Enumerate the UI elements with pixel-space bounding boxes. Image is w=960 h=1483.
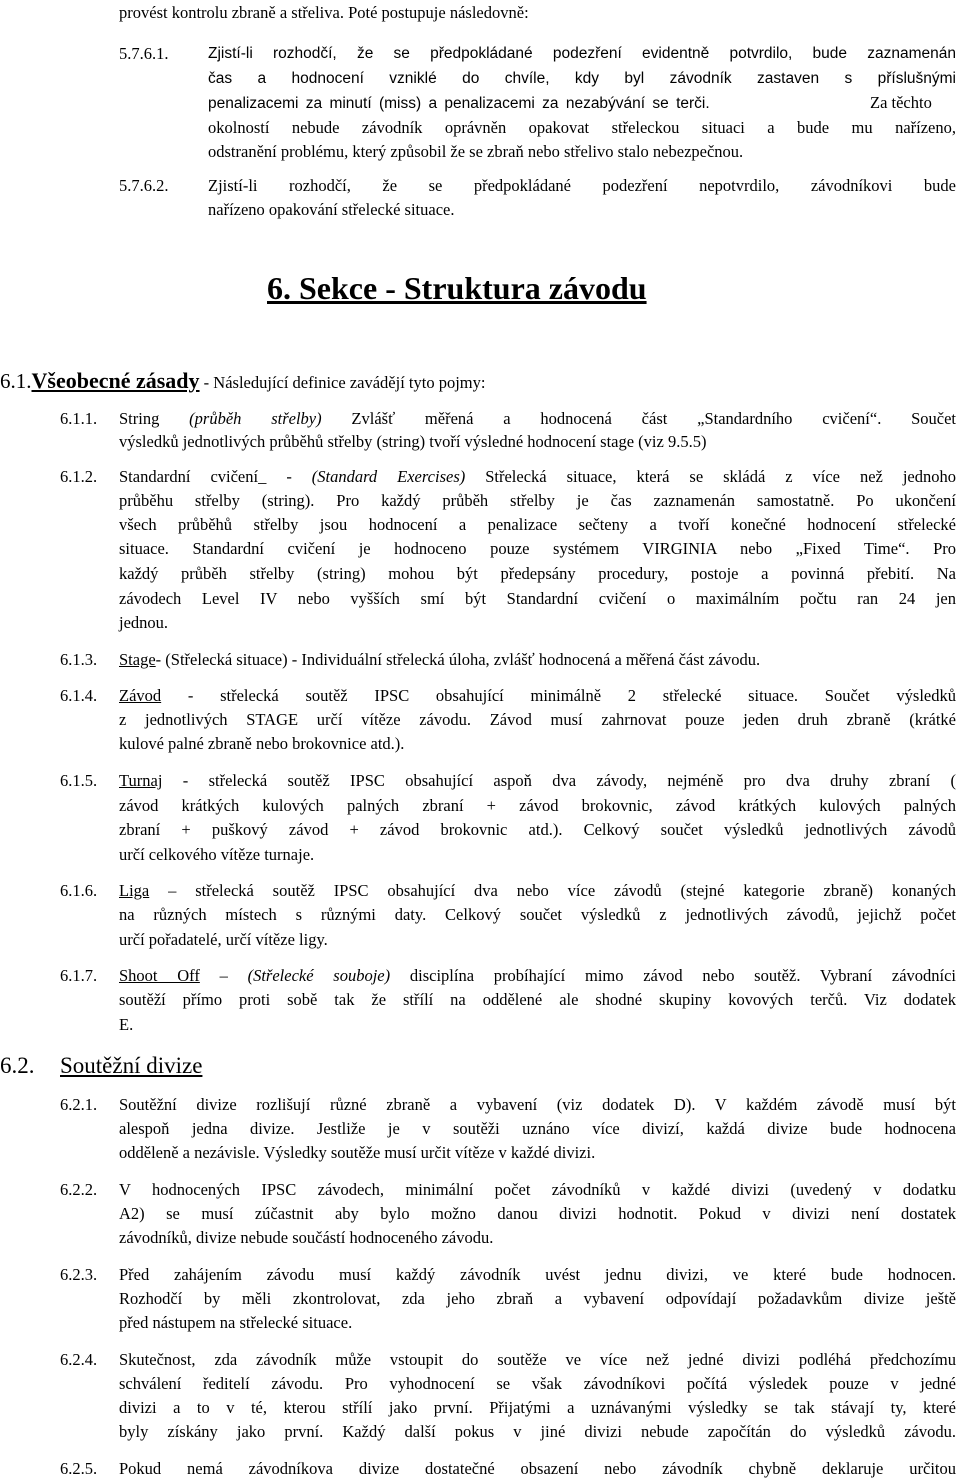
- line-rest: Zvlášť měřená a hodnocená část „Standardního cvičení“. Součet: [351, 409, 957, 428]
- paragraph-line: okolností nebude závodník oprávněn opakovat střeleckou situaci a bude mu nařízeno,: [208, 118, 956, 137]
- line-rest: disciplína probíhající mimo závod nebo soutěž. Vybraní závodníci: [409, 966, 957, 985]
- line-rest: Střelecká situace, která se skládá z více než jednoho: [485, 467, 956, 486]
- paragraph-line: Zjistí-li rozhodčí, že se předpokládané podezření evidentně potvrdilo, bude zaznamenán: [208, 45, 956, 62]
- paragraph-line: Soutěžní divize rozlišují různé zbraně a vybavení (viz dodatek D). V každém závodě musí být: [119, 1095, 956, 1114]
- paragraph-number: 6.2.4.: [60, 1350, 98, 1369]
- paragraph-line: Před zahájením závodu musí každý závodník uvést jednu divizi, ve které bude hodnocen.: [119, 1265, 956, 1284]
- paragraph-line: všech průběhů střelby jsou hodnocení a penalizace sečteny a tvoří konečné hodnocení střelecké: [119, 515, 956, 534]
- line-rest: - (Střelecká situace) - Individuální střelecká úloha, zvlášť hodnocená a měřená část závodu.: [155, 650, 761, 669]
- paragraph-line: Pokud nemá závodníkova divize dostatečné obsazení nebo závodník chybně deklaruje určitou: [119, 1459, 956, 1478]
- paragraph-number: 6.2.2.: [60, 1180, 98, 1199]
- paragraph-line: na různých místech s různými daty. Celkový součet výsledků z jednotlivých závodů, jejichž počet: [119, 905, 956, 924]
- subsection-number: 6.1.: [0, 369, 32, 393]
- paragraph-line: kulové palné zbraně nebo brokovnice atd.).: [119, 734, 405, 753]
- subsection-number: 6.2.: [0, 1053, 35, 1078]
- paragraph-line: situace. Standardní cvičení je hodnoceno pouze systémem VIRGINIA nebo „Fixed Time“. Pro: [119, 539, 956, 558]
- paragraph-number: 6.2.1.: [60, 1095, 98, 1114]
- paragraph-line: [119, 881, 956, 901]
- paragraph-line: určí pořadatelé, určí vítěze ligy.: [119, 930, 328, 949]
- term-english: (Standard Exercises): [311, 467, 466, 486]
- paragraph-line: E.: [119, 1015, 134, 1034]
- paragraph-line: penalizacemi za minutí (miss) a penalizacemi za nezabývání se terči.: [208, 95, 710, 112]
- term: Závod: [119, 686, 162, 705]
- paragraph-line: byly získány jako první. Každý další pokus v jiné divizi nebude započítán do výsledků závodu.: [119, 1422, 956, 1441]
- paragraph-line: zbraní + puškový závod + závod brokovnic atd.). Celkový součet výsledků jednotlivých závodů: [119, 820, 956, 839]
- paragraph-line: jednou.: [119, 613, 169, 632]
- section-heading: [267, 270, 647, 306]
- line-rest: - střelecká soutěž IPSC obsahující minimálně 2 střelecké situace. Součet výsledků: [187, 686, 956, 705]
- paragraph-line: Za těchto: [870, 93, 932, 112]
- subsection-title: Soutěžní divize: [60, 1053, 203, 1078]
- paragraph-line: [119, 686, 956, 706]
- term: Standardní cvičení_: [119, 467, 267, 486]
- paragraph-line: z jednotlivých STAGE určí vítěze závodu. Závod musí zahrnovat pouze jeden druh zbraně (krátké: [119, 710, 956, 729]
- paragraph-number: 6.1.3.: [60, 650, 98, 669]
- paragraph-line: nařízeno opakování střelecké situace.: [208, 200, 455, 219]
- paragraph-line: závodníků, divize nebude součástí hodnoceného závodu.: [119, 1228, 494, 1247]
- term-english: (průběh střelby): [189, 409, 322, 428]
- paragraph-line: divizi a to v té, kterou střílí jako první. Přijatými a uznávanými výsledky se tak stávají ty, které: [119, 1398, 956, 1417]
- term: Liga: [119, 881, 150, 900]
- paragraph-line: V hodnocených IPSC závodech, minimální počet závodníků v každé divizi (uvedený v dodatku: [119, 1180, 956, 1199]
- paragraph-number: 6.1.4.: [60, 686, 98, 705]
- term: String: [119, 409, 160, 428]
- paragraph-line: Skutečnost, zda závodník může vstoupit do soutěže ve více než jedné divizi podléhá předchozímu: [119, 1350, 956, 1369]
- paragraph-line: schválení ředitelí závodu. Pro vyhodnocení se však závodníkovi počítá výsledek pouze v jedné: [119, 1374, 956, 1393]
- paragraph-number: 6.2.5.: [60, 1459, 98, 1478]
- paragraph-line: každý průběh střelby (string) mohou být předepsány procedury, postoje a povinná přebití. Na: [119, 564, 956, 583]
- paragraph-number: 6.1.1.: [60, 409, 98, 428]
- paragraph-line: Zjistí-li rozhodčí, že se předpokládané podezření nepotvrdilo, závodníkovi bude: [208, 176, 956, 195]
- paragraph-line: čas a hodnocení vzniklé do chvíle, kdy byl závodník zastaven s příslušnými: [208, 70, 956, 87]
- paragraph-number: 5.7.6.1.: [119, 44, 169, 63]
- term: Stage: [119, 650, 156, 669]
- paragraph-line: [119, 409, 956, 429]
- subsection-title: Všeobecné zásady: [31, 368, 200, 393]
- subsection-intro: - Následující definice zavádějí tyto pojmy:: [199, 373, 486, 392]
- paragraph-line: Rozhodčí by měli zkontrolovat, zda jeho zbraň a vybavení odpovídají požadavkům divize ještě: [119, 1289, 956, 1308]
- paragraph-line: A2) se musí zúčastnit aby bylo možno danou divizi hodnotit. Pokud v divizi není dostatek: [119, 1204, 956, 1223]
- paragraph-number: 6.1.6.: [60, 881, 98, 900]
- paragraph-line: závod krátkých kulových palných zbraní + závod brokovnic, závod krátkých kulových palných: [119, 796, 956, 815]
- paragraph-line: určí celkového vítěze turnaje.: [119, 845, 315, 864]
- paragraph-line: odděleně a nezávisle. Výsledky soutěže musí určit vítěze v každé divizi.: [119, 1143, 596, 1162]
- term-english: – (Střelecké souboje): [219, 966, 391, 985]
- section-title: 6. Sekce - Struktura závodu: [267, 270, 647, 306]
- paragraph-number: 6.1.5.: [60, 771, 98, 790]
- paragraph-line: Standardní cvičení_ - (Standard Exercises) Střelecká situace, která se skládá z více než jednoho: [119, 467, 956, 486]
- paragraph-line: [119, 966, 956, 986]
- paragraph-number: 6.1.7.: [60, 966, 98, 985]
- paragraph-line: průběhu střelby (string). Pro každý průběh střelby je čas zaznamenán samostatně. Po ukončení: [119, 491, 956, 510]
- paragraph-number: 6.1.2.: [60, 467, 98, 486]
- term: Turnaj: [119, 771, 163, 790]
- paragraph-line: odstranění problému, který způsobil že se zbraň nebo střelivo stalo nebezpečnou.: [208, 142, 744, 161]
- paragraph-line: závodech Level IV nebo vyšších smí být Standardní cvičení o maximálním počtu ran 24 jen: [119, 589, 956, 608]
- paragraph-line: [119, 650, 760, 670]
- paragraph-line: [119, 771, 956, 791]
- paragraph-line: výsledků jednotlivých průběhů střelby (string) tvoří výsledné hodnocení stage (viz 9.5.5): [119, 432, 707, 451]
- paragraph-line: před nástupem na střelecké situace.: [119, 1313, 353, 1332]
- intro-line: provést kontrolu zbraně a střeliva. Poté postupuje následovně:: [119, 3, 529, 22]
- paragraph-number: 5.7.6.2.: [119, 176, 169, 195]
- paragraph-line: alespoň jedna divize. Jestliže je v soutěži uznáno více divizí, každá divize bude hodnocena: [119, 1119, 956, 1138]
- paragraph-line: soutěží přímo proti sobě tak že střílí na oddělené ale shodné skupiny kovových terčů. Viz dodatek: [119, 990, 956, 1009]
- line-rest: - střelecká soutěž IPSC obsahující aspoň dva závody, nejméně pro dva druhy zbraní (: [182, 771, 957, 790]
- paragraph-number: 6.2.3.: [60, 1265, 98, 1284]
- line-rest: – střelecká soutěž IPSC obsahující dva nebo více závodů (stejné kategorie zbraně) konaných: [168, 881, 957, 900]
- term: Shoot Off: [119, 966, 200, 985]
